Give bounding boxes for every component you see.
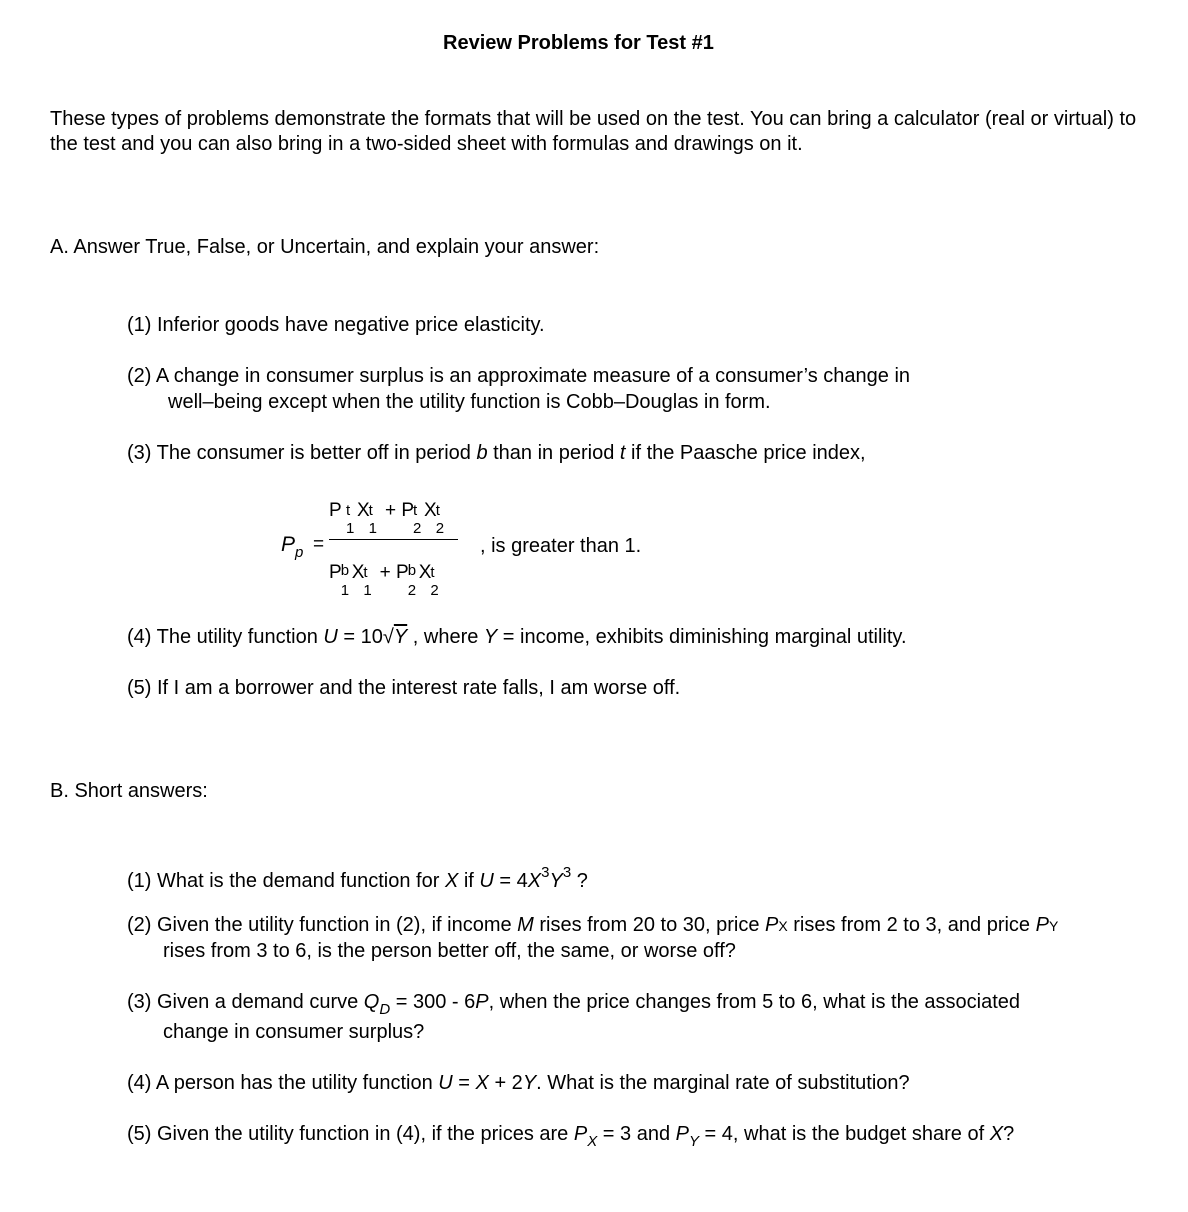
formula-numerator: P t 1 X t 1 + P t 2 X t 2 — [329, 500, 445, 537]
section-b-heading: B. Short answers: — [50, 780, 208, 802]
formula-tail-text: , is greater than 1. — [480, 535, 642, 557]
section-b-question-1: (1) What is the demand function for X if $U = 4X^3Y^3$ ? — [127, 864, 588, 892]
section-b-question-2-line-2: rises from 3 to 6, is the person better off, the same, or worse off? — [163, 940, 736, 962]
section-a-question-1: (1) Inferior goods have negative price elasticity. — [127, 314, 545, 336]
section-b-question-3-line-1: (3) Given a demand curve $Q_D = 300 - 6P$, when the price changes from 5 to 6, what is the associated — [127, 991, 1020, 1018]
section-a-heading: A. Answer True, False, or Uncertain, and explain your answer: — [50, 236, 600, 258]
section-b-question-4: (4) A person has the utility function U = X + 2Y. What is the marginal rate of substitution? — [127, 1072, 910, 1094]
paasche-formula — [280, 494, 480, 599]
intro-paragraph: These types of problems demonstrate the formats that will be used on the test. You can bring a calculator (real or virtual) to the test and you can also bring in a two-sided sheet with formulas and drawings on it. — [50, 108, 1137, 155]
formula-denominator: P b 1 X t 1 + P b 2 X t 2 — [329, 562, 439, 599]
formula-fraction-bar — [329, 539, 458, 540]
section-b-question-3-line-2: change in consumer surplus? — [163, 1021, 425, 1043]
formula-lhs: $P_p$ — [281, 533, 304, 561]
section-b-question-5: (5) Given the utility function in (4), if the prices are $P_X = 3$ and $P_Y = 4$, what is the budget share of X? — [127, 1123, 1015, 1150]
section-a-question-3: (3) The consumer is better off in period b than in period t if the Paasche price index, — [127, 442, 866, 464]
formula-equals: = — [313, 534, 325, 555]
section-a-question-5: (5) If I am a borrower and the interest rate falls, I am worse off. — [127, 677, 681, 699]
section-a-question-2-line-1: (2) A change in consumer surplus is an approximate measure of a consumer’s change in — [127, 365, 911, 387]
section-b-question-2-line-1: (2) Given the utility function in (2), if income M rises from 20 to 30, price PX rises from 2 to 3, and price PY — [127, 914, 1059, 936]
page-title: Review Problems for Test #1 — [443, 32, 714, 54]
section-a-question-2-line-2: well–being except when the utility function is Cobb–Douglas in form. — [168, 391, 771, 413]
section-a-question-4: (4) The utility function U = 10√Y , where Y = income, exhibits diminishing marginal utility. — [127, 626, 907, 648]
